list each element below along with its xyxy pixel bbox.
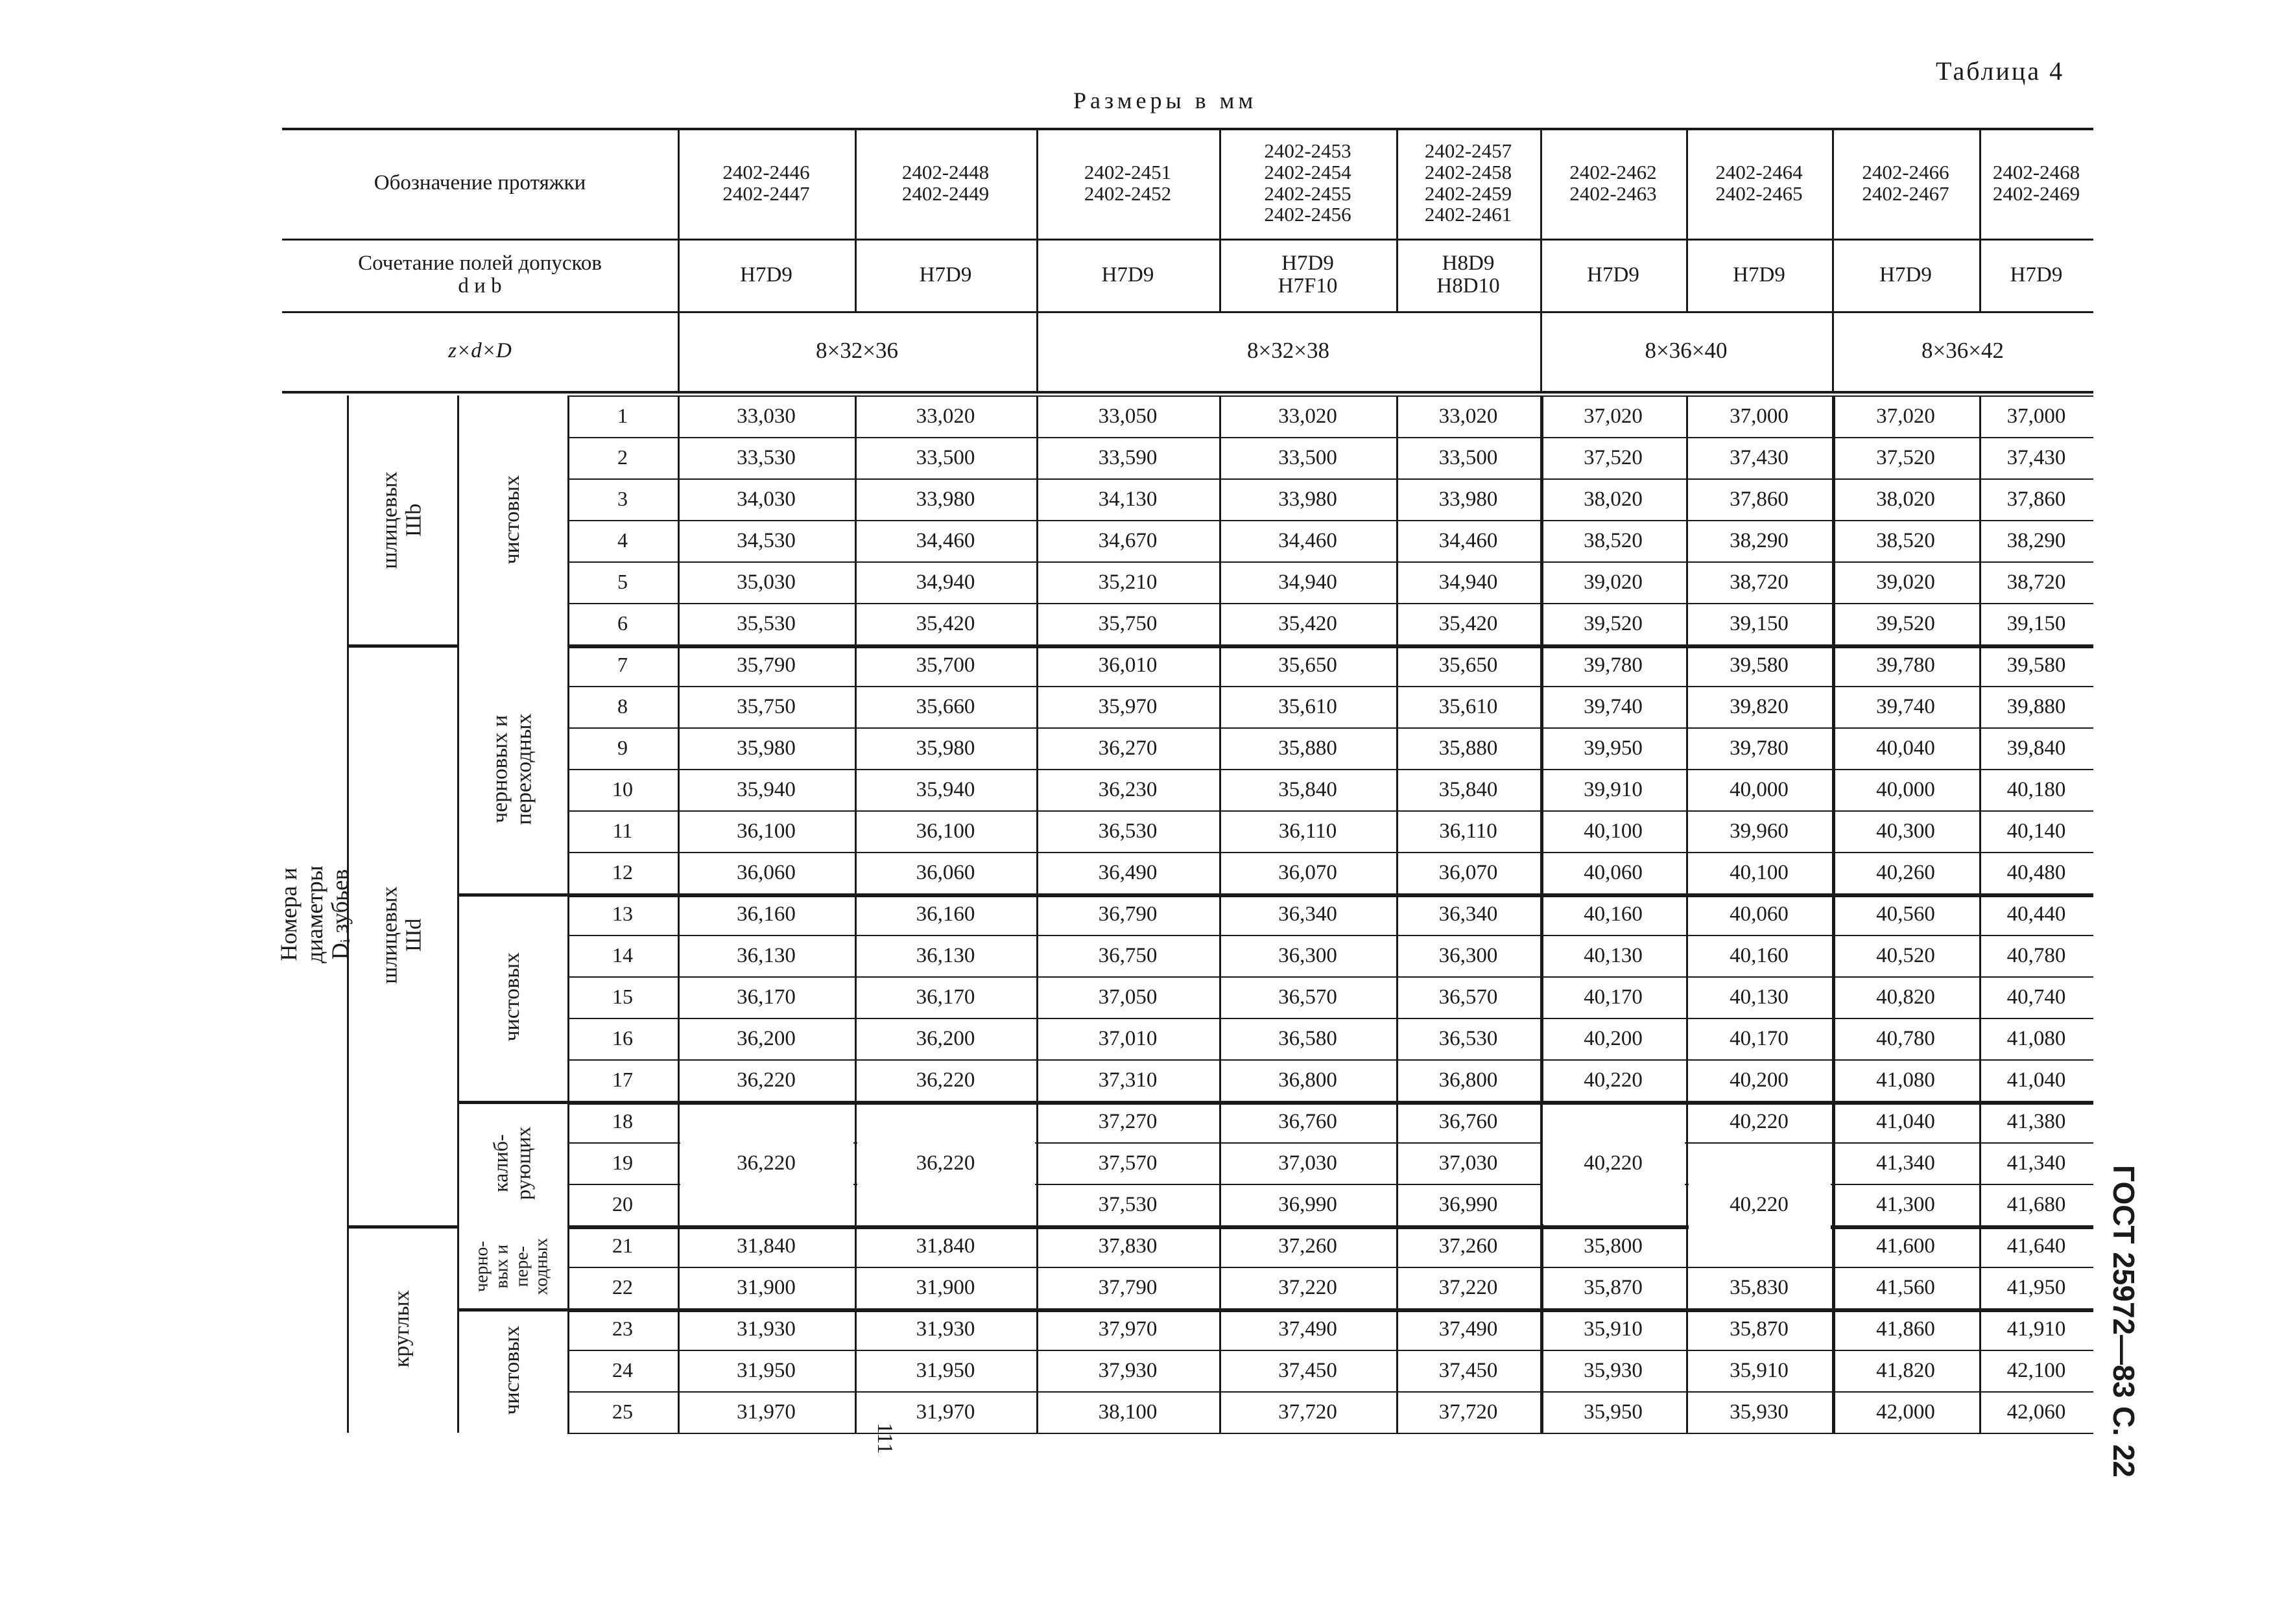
table-cell: 31,930 bbox=[916, 1317, 975, 1341]
table-cell: 37,020 bbox=[1876, 404, 1935, 428]
side-group-b bbox=[347, 395, 457, 644]
table-cell: 37,270 bbox=[1098, 1109, 1158, 1133]
table-cell: 33,980 bbox=[1438, 487, 1498, 511]
table-cell: 33,020 bbox=[916, 404, 975, 428]
table-cell: 35,930 bbox=[1584, 1358, 1643, 1382]
table-cell: 36,130 bbox=[737, 943, 796, 967]
zdD-group: 8×32×38 bbox=[1247, 338, 1329, 364]
zdD-group: 8×32×36 bbox=[816, 338, 898, 364]
row-number: 9 bbox=[617, 736, 628, 760]
side-main-label-text: Номера и диаметры Dᵢ зубьев bbox=[275, 865, 353, 963]
table-cell: 41,560 bbox=[1876, 1275, 1935, 1299]
table-cell: 35,750 bbox=[1098, 611, 1158, 635]
table-cell: 33,500 bbox=[1278, 445, 1337, 469]
tolerance-cell: H7D9 bbox=[1879, 263, 1932, 287]
table-cell: 35,870 bbox=[1584, 1275, 1643, 1299]
table-cell: 40,780 bbox=[1876, 1026, 1935, 1050]
table-cell: 37,030 bbox=[1438, 1151, 1498, 1175]
table-cell: 33,980 bbox=[1278, 487, 1337, 511]
table-cell: 33,980 bbox=[916, 487, 975, 511]
table-cell: 36,580 bbox=[1278, 1026, 1337, 1050]
zdD-group: 8×36×40 bbox=[1645, 338, 1728, 364]
table-cell: 37,790 bbox=[1098, 1275, 1158, 1299]
table-cell: 36,200 bbox=[737, 1026, 796, 1050]
table-cell: 36,800 bbox=[1278, 1068, 1337, 1092]
row-number: 1 bbox=[617, 404, 628, 428]
table-cell: 36,750 bbox=[1098, 943, 1158, 967]
table-cell: 40,160 bbox=[1730, 943, 1789, 967]
table-cell: 36,990 bbox=[1278, 1192, 1337, 1216]
table-cell: 34,030 bbox=[737, 487, 796, 511]
table-cell: 39,520 bbox=[1876, 611, 1935, 635]
designation-cell: 2402-2453 2402-2454 2402-2455 2402-2456 bbox=[1264, 139, 1351, 226]
table-cell: 33,020 bbox=[1438, 404, 1498, 428]
table-cell: 35,420 bbox=[916, 611, 975, 635]
table-cell: 31,970 bbox=[916, 1400, 975, 1424]
table-cell: 35,420 bbox=[1438, 611, 1498, 635]
designation-cell: 2402-2457 2402-2458 2402-2459 2402-2461 bbox=[1424, 139, 1512, 226]
table-cell: 40,180 bbox=[2006, 777, 2066, 801]
table-cell: 41,600 bbox=[1876, 1234, 1935, 1258]
table-cell: 34,940 bbox=[1278, 570, 1337, 594]
table-cell: 39,580 bbox=[1730, 653, 1789, 677]
table-cell: 40,220 bbox=[1730, 1109, 1789, 1133]
table-cell: 38,290 bbox=[2006, 528, 2066, 552]
gost-label: ГОСТ 25972—83 С. 22 bbox=[2107, 1165, 2141, 1478]
table-cell: 36,990 bbox=[1438, 1192, 1498, 1216]
table-cell: 40,200 bbox=[1730, 1068, 1789, 1092]
table-cell: 40,260 bbox=[1876, 860, 1935, 884]
table-cell: 41,820 bbox=[1876, 1358, 1935, 1382]
designation-cell: 2402-2466 2402-2467 bbox=[1862, 160, 1949, 205]
sub-calib-text: калиб- рующих bbox=[488, 1126, 535, 1200]
table-cell: 31,970 bbox=[737, 1400, 796, 1424]
table-cell: 36,800 bbox=[1438, 1068, 1498, 1092]
table-cell: 40,130 bbox=[1730, 985, 1789, 1009]
table-cell: 35,980 bbox=[916, 736, 975, 760]
table-cell: 37,860 bbox=[2006, 487, 2066, 511]
tolerance-cell: H7D9 bbox=[1587, 263, 1639, 287]
table-cell: 40,040 bbox=[1876, 736, 1935, 760]
table-cell: 41,340 bbox=[1876, 1151, 1935, 1175]
tolerance-label: Сочетание полей допусков d и b bbox=[358, 252, 602, 298]
row-number: 14 bbox=[612, 943, 633, 967]
table-cell: 39,150 bbox=[1730, 611, 1789, 635]
table-cell: 36,160 bbox=[737, 902, 796, 926]
table-cell: 37,000 bbox=[2006, 404, 2066, 428]
table-cell: 38,520 bbox=[1876, 528, 1935, 552]
table-cell: 40,520 bbox=[1876, 943, 1935, 967]
table-cell: 35,840 bbox=[1438, 777, 1498, 801]
table-cell: 36,060 bbox=[737, 860, 796, 884]
table-cell: 34,940 bbox=[916, 570, 975, 594]
table-cell: 41,680 bbox=[2006, 1192, 2066, 1216]
sub-rough-d bbox=[457, 644, 567, 893]
table-cell: 35,880 bbox=[1278, 736, 1337, 760]
table-cell: 41,040 bbox=[1876, 1109, 1935, 1133]
table-cell: 41,340 bbox=[2006, 1151, 2066, 1175]
row-number: 11 bbox=[612, 819, 633, 843]
table-cell: 40,060 bbox=[1584, 860, 1643, 884]
merged-value: 40,220 bbox=[1730, 1192, 1789, 1216]
table-cell: 31,900 bbox=[916, 1275, 975, 1299]
rule bbox=[282, 391, 2093, 394]
sub-calib bbox=[457, 1101, 567, 1225]
side-group-d bbox=[347, 644, 457, 1225]
table-cell: 36,760 bbox=[1438, 1109, 1498, 1133]
table-cell: 38,100 bbox=[1098, 1400, 1158, 1424]
row-number: 6 bbox=[617, 611, 628, 635]
table-cell: 37,260 bbox=[1278, 1234, 1337, 1258]
table-cell: 38,720 bbox=[2006, 570, 2066, 594]
table-cell: 36,110 bbox=[1439, 819, 1497, 843]
table-cell: 31,930 bbox=[737, 1317, 796, 1341]
table-cell: 37,010 bbox=[1098, 1026, 1158, 1050]
table-cell: 40,780 bbox=[2006, 943, 2066, 967]
merged-value: 40,220 bbox=[1584, 1151, 1643, 1175]
table-cell: 40,200 bbox=[1584, 1026, 1643, 1050]
table-cell: 37,260 bbox=[1438, 1234, 1498, 1258]
table-cell: 38,020 bbox=[1876, 487, 1935, 511]
side-group-round bbox=[347, 1225, 457, 1433]
table-cell: 40,170 bbox=[1584, 985, 1643, 1009]
table-cell: 37,570 bbox=[1098, 1151, 1158, 1175]
side-group-d-text: шлицевых Шd bbox=[377, 886, 426, 984]
table-cell: 39,520 bbox=[1584, 611, 1643, 635]
table-cell: 36,010 bbox=[1098, 653, 1158, 677]
zdD-group: 8×36×42 bbox=[1921, 338, 2004, 364]
table-cell: 40,440 bbox=[2006, 902, 2066, 926]
table-cell: 40,130 bbox=[1584, 943, 1643, 967]
table-cell: 37,830 bbox=[1098, 1234, 1158, 1258]
table-cell: 40,000 bbox=[1876, 777, 1935, 801]
table-cell: 39,780 bbox=[1584, 653, 1643, 677]
row-number: 20 bbox=[612, 1192, 633, 1216]
table-cell: 41,080 bbox=[2006, 1026, 2066, 1050]
row-number: 19 bbox=[612, 1151, 633, 1175]
table-cell: 36,100 bbox=[737, 819, 796, 843]
row-number: 3 bbox=[617, 487, 628, 511]
table-cell: 36,300 bbox=[1278, 943, 1337, 967]
table-cell: 35,650 bbox=[1438, 653, 1498, 677]
table-cell: 35,530 bbox=[737, 611, 796, 635]
table-cell: 34,670 bbox=[1098, 528, 1158, 552]
table-cell: 35,750 bbox=[737, 694, 796, 718]
table-cell: 40,300 bbox=[1876, 819, 1935, 843]
sub-clean-round-text: чистовых bbox=[500, 1326, 525, 1415]
merged-value: 36,220 bbox=[916, 1151, 975, 1175]
table-cell: 35,700 bbox=[916, 653, 975, 677]
table-cell: 39,960 bbox=[1730, 819, 1789, 843]
table-cell: 36,340 bbox=[1278, 902, 1337, 926]
row-number: 4 bbox=[617, 528, 628, 552]
table-cell: 37,860 bbox=[1730, 487, 1789, 511]
table-cell: 36,760 bbox=[1278, 1109, 1337, 1133]
table-cell: 39,780 bbox=[1730, 736, 1789, 760]
table-cell: 38,020 bbox=[1584, 487, 1643, 511]
gost-label-box bbox=[2098, 1154, 2150, 1478]
rule bbox=[567, 1433, 2093, 1434]
table-cell: 35,940 bbox=[737, 777, 796, 801]
table-cell: 37,930 bbox=[1098, 1358, 1158, 1382]
table-cell: 37,310 bbox=[1098, 1068, 1158, 1092]
table-cell: 41,860 bbox=[1876, 1317, 1935, 1341]
table-cell: 37,490 bbox=[1278, 1317, 1337, 1341]
table-cell: 36,160 bbox=[916, 902, 975, 926]
table-cell: 34,940 bbox=[1438, 570, 1498, 594]
tolerance-cell: H7D9 bbox=[1101, 263, 1154, 287]
row-number: 15 bbox=[612, 985, 633, 1009]
designation-cell: 2402-2468 2402-2469 bbox=[1992, 160, 2080, 205]
side-group-round-text: круглых bbox=[390, 1290, 414, 1368]
table-cell: 40,560 bbox=[1876, 902, 1935, 926]
table-cell: 37,520 bbox=[1876, 445, 1935, 469]
table-cell: 42,000 bbox=[1876, 1400, 1935, 1424]
sub-clean-b-text: чистовых bbox=[500, 475, 525, 565]
table-cell: 35,910 bbox=[1730, 1358, 1789, 1382]
table-cell: 36,100 bbox=[916, 819, 975, 843]
table-cell: 40,220 bbox=[1584, 1068, 1643, 1092]
table-cell: 39,150 bbox=[2006, 611, 2066, 635]
table-cell: 33,590 bbox=[1098, 445, 1158, 469]
table-cell: 37,430 bbox=[1730, 445, 1789, 469]
sub-clean-b bbox=[457, 395, 567, 644]
table-cell: 37,030 bbox=[1278, 1151, 1337, 1175]
row-number: 8 bbox=[617, 694, 628, 718]
tolerance-cell: H7D9 bbox=[1733, 263, 1785, 287]
table-cell: 37,490 bbox=[1438, 1317, 1498, 1341]
table-cell: 41,080 bbox=[1876, 1068, 1935, 1092]
row-number: 7 bbox=[617, 653, 628, 677]
table-cell: 35,980 bbox=[737, 736, 796, 760]
sub-rough-round bbox=[457, 1225, 567, 1308]
table-cell: 33,500 bbox=[1438, 445, 1498, 469]
table-cell: 36,200 bbox=[916, 1026, 975, 1050]
table-cell: 35,660 bbox=[916, 694, 975, 718]
table-cell: 36,070 bbox=[1278, 860, 1337, 884]
table-cell: 35,800 bbox=[1584, 1234, 1643, 1258]
table-cell: 35,610 bbox=[1278, 694, 1337, 718]
table-cell: 36,220 bbox=[916, 1068, 975, 1092]
table-cell: 33,530 bbox=[737, 445, 796, 469]
table-cell: 35,870 bbox=[1730, 1317, 1789, 1341]
table-cell: 35,970 bbox=[1098, 694, 1158, 718]
table-cell: 40,820 bbox=[1876, 985, 1935, 1009]
table-cell: 34,460 bbox=[916, 528, 975, 552]
table-cell: 35,930 bbox=[1730, 1400, 1789, 1424]
table-cell: 34,460 bbox=[1278, 528, 1337, 552]
table-cell: 39,910 bbox=[1584, 777, 1643, 801]
row-number: 22 bbox=[612, 1275, 633, 1299]
tolerance-cell: H7D9 H7F10 bbox=[1278, 252, 1338, 298]
row-number: 24 bbox=[612, 1358, 633, 1382]
table-cell: 36,300 bbox=[1438, 943, 1498, 967]
designation-cell: 2402-2464 2402-2465 bbox=[1715, 160, 1803, 205]
table-cell: 35,910 bbox=[1584, 1317, 1643, 1341]
table-cell: 36,790 bbox=[1098, 902, 1158, 926]
table-cell: 41,300 bbox=[1876, 1192, 1935, 1216]
table-cell: 40,170 bbox=[1730, 1026, 1789, 1050]
row-number: 10 bbox=[612, 777, 633, 801]
sub-rough-d-text: черновых и переходных bbox=[488, 713, 536, 825]
table-cell: 39,840 bbox=[2006, 736, 2066, 760]
table-cell: 38,720 bbox=[1730, 570, 1789, 594]
table-cell: 42,060 bbox=[2006, 1400, 2066, 1424]
table-cell: 36,530 bbox=[1098, 819, 1158, 843]
table-cell: 36,070 bbox=[1438, 860, 1498, 884]
table-cell: 37,450 bbox=[1278, 1358, 1337, 1382]
table-cell: 41,640 bbox=[2006, 1234, 2066, 1258]
table-cell: 36,110 bbox=[1278, 819, 1337, 843]
row-number: 5 bbox=[617, 570, 628, 594]
table-cell: 36,340 bbox=[1438, 902, 1498, 926]
table-cell: 37,720 bbox=[1438, 1400, 1498, 1424]
table-cell: 39,580 bbox=[2006, 653, 2066, 677]
table-cell: 35,030 bbox=[737, 570, 796, 594]
table-cell: 35,610 bbox=[1438, 694, 1498, 718]
table-cell: 40,060 bbox=[1730, 902, 1789, 926]
sub-clean-d bbox=[457, 893, 567, 1101]
table-cell: 38,290 bbox=[1730, 528, 1789, 552]
table-cell: 41,950 bbox=[2006, 1275, 2066, 1299]
table-cell: 41,910 bbox=[2006, 1317, 2066, 1341]
table-cell: 34,530 bbox=[737, 528, 796, 552]
designation-cell: 2402-2451 2402-2452 bbox=[1084, 160, 1172, 205]
table-cell: 33,030 bbox=[737, 404, 796, 428]
table-cell: 36,530 bbox=[1438, 1026, 1498, 1050]
table-cell: 35,650 bbox=[1278, 653, 1337, 677]
table-cell: 36,220 bbox=[737, 1068, 796, 1092]
table-cell: 35,840 bbox=[1278, 777, 1337, 801]
table-cell: 37,000 bbox=[1730, 404, 1789, 428]
sub-clean-d-text: чистовых bbox=[500, 952, 525, 1042]
table-cell: 34,130 bbox=[1098, 487, 1158, 511]
table-cell: 39,820 bbox=[1730, 694, 1789, 718]
table-cell: 35,940 bbox=[916, 777, 975, 801]
table-cell: 37,430 bbox=[2006, 445, 2066, 469]
row-number: 17 bbox=[612, 1068, 633, 1092]
table-cell: 33,020 bbox=[1278, 404, 1337, 428]
designation-cell: 2402-2446 2402-2447 bbox=[722, 160, 810, 205]
table-cell: 39,780 bbox=[1876, 653, 1935, 677]
row-number: 23 bbox=[612, 1317, 633, 1341]
page-number: 111 bbox=[872, 1422, 897, 1454]
row-number: 13 bbox=[612, 902, 633, 926]
table-cell: 35,210 bbox=[1098, 570, 1158, 594]
row-number: 21 bbox=[612, 1234, 633, 1258]
table-cell: 35,880 bbox=[1438, 736, 1498, 760]
table-cell: 39,950 bbox=[1584, 736, 1643, 760]
table-cell: 41,380 bbox=[2006, 1109, 2066, 1133]
table-cell: 31,840 bbox=[737, 1234, 796, 1258]
table-cell: 39,020 bbox=[1876, 570, 1935, 594]
table-cell: 35,830 bbox=[1730, 1275, 1789, 1299]
table-cell: 36,060 bbox=[916, 860, 975, 884]
zdD-label: z×d×D bbox=[448, 339, 512, 363]
row-number: 25 bbox=[612, 1400, 633, 1424]
table-cell: 37,220 bbox=[1438, 1275, 1498, 1299]
table-cell: 39,020 bbox=[1584, 570, 1643, 594]
table-cell: 31,950 bbox=[916, 1358, 975, 1382]
table-cell: 37,720 bbox=[1278, 1400, 1337, 1424]
table-cell: 31,840 bbox=[916, 1234, 975, 1258]
designation-label: Обозначение протяжки bbox=[374, 171, 586, 195]
table-label: Таблица 4 bbox=[1936, 56, 2065, 86]
table-cell: 36,570 bbox=[1438, 985, 1498, 1009]
table-cell: 41,040 bbox=[2006, 1068, 2066, 1092]
table-cell: 37,450 bbox=[1438, 1358, 1498, 1382]
table-cell: 33,050 bbox=[1098, 404, 1158, 428]
table-cell: 39,740 bbox=[1584, 694, 1643, 718]
row-number: 12 bbox=[612, 860, 633, 884]
side-group-b-text: шлицевых Шb bbox=[377, 471, 426, 569]
table-cell: 40,100 bbox=[1730, 860, 1789, 884]
table-cell: 37,050 bbox=[1098, 985, 1158, 1009]
designation-cell: 2402-2448 2402-2449 bbox=[901, 160, 990, 205]
table-cell: 34,460 bbox=[1438, 528, 1498, 552]
table-cell: 37,220 bbox=[1278, 1275, 1337, 1299]
table-cell: 40,480 bbox=[2006, 860, 2066, 884]
table-cell: 36,170 bbox=[916, 985, 975, 1009]
table-cell: 36,270 bbox=[1098, 736, 1158, 760]
table-cell: 36,570 bbox=[1278, 985, 1337, 1009]
table-cell: 40,100 bbox=[1584, 819, 1643, 843]
sub-rough-round-text: черно- вых и пере- ходных bbox=[471, 1238, 552, 1296]
table-cell: 36,130 bbox=[916, 943, 975, 967]
designation-cell: 2402-2462 2402-2463 bbox=[1569, 160, 1657, 205]
table-cell: 42,100 bbox=[2006, 1358, 2066, 1382]
table-cell: 40,160 bbox=[1584, 902, 1643, 926]
table-cell: 35,420 bbox=[1278, 611, 1337, 635]
table-cell: 38,520 bbox=[1584, 528, 1643, 552]
table-cell: 39,740 bbox=[1876, 694, 1935, 718]
table-cell: 39,880 bbox=[2006, 694, 2066, 718]
table-cell: 37,520 bbox=[1584, 445, 1643, 469]
tolerance-cell: H7D9 bbox=[2010, 263, 2063, 287]
table-cell: 37,020 bbox=[1584, 404, 1643, 428]
table-cell: 40,740 bbox=[2006, 985, 2066, 1009]
units-caption: Размеры в мм bbox=[1073, 88, 1257, 113]
table-cell: 40,140 bbox=[2006, 819, 2066, 843]
merged-value: 36,220 bbox=[737, 1151, 796, 1175]
row-number: 16 bbox=[612, 1026, 633, 1050]
table-cell: 35,950 bbox=[1584, 1400, 1643, 1424]
table-cell: 37,970 bbox=[1098, 1317, 1158, 1341]
tolerance-cell: H7D9 bbox=[740, 263, 792, 287]
table-cell: 31,900 bbox=[737, 1275, 796, 1299]
table-cell: 35,790 bbox=[737, 653, 796, 677]
side-main-label bbox=[275, 395, 353, 1433]
table-cell: 36,170 bbox=[737, 985, 796, 1009]
table-cell: 33,500 bbox=[916, 445, 975, 469]
row-number: 18 bbox=[612, 1109, 633, 1133]
tolerance-cell: H8D9 H8D10 bbox=[1436, 252, 1500, 298]
table-cell: 37,530 bbox=[1098, 1192, 1158, 1216]
table-cell: 40,000 bbox=[1730, 777, 1789, 801]
table-cell: 36,490 bbox=[1098, 860, 1158, 884]
row-number: 2 bbox=[617, 445, 628, 469]
table-cell: 31,950 bbox=[737, 1358, 796, 1382]
tolerance-cell: H7D9 bbox=[919, 263, 972, 287]
sub-clean-round bbox=[457, 1308, 567, 1433]
table-cell: 36,230 bbox=[1098, 777, 1158, 801]
